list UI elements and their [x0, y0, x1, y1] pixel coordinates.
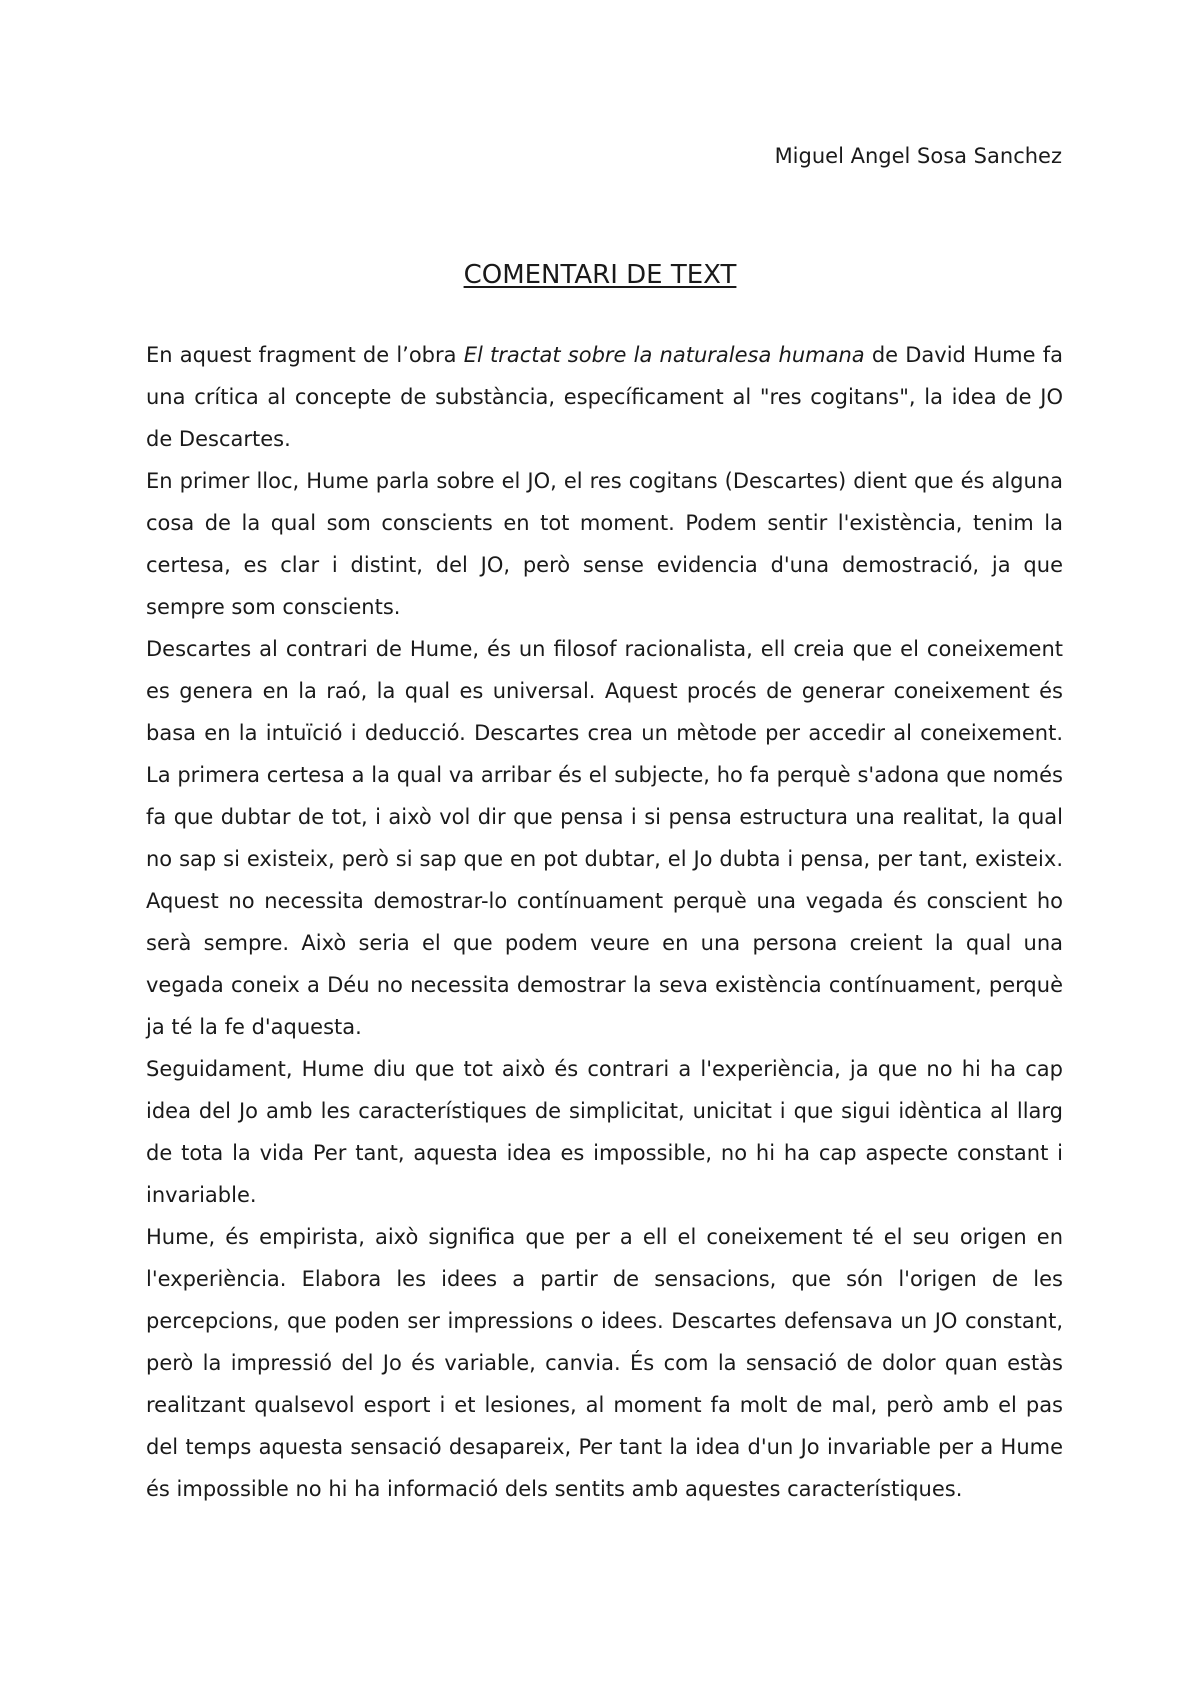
paragraph: En primer lloc, Hume parla sobre el JO, el res cogitans (Descartes) dient que és alguna cosa de la qual som conscients en tot moment. Podem sentir l'existència, tenim la certesa, es clar i distint, del JO, però sense evidencia d'una demostració, ja que sempre som conscients.	[146, 469, 1063, 619]
author-name: Miguel Angel Sosa Sanchez	[774, 144, 1062, 168]
paragraph-intro	[146, 334, 1063, 460]
intro-text-after: de David Hume fa una crítica al concepte de substància, específicament al "res cogitans", la idea de JO de Descartes.	[146, 343, 1063, 451]
document-body	[146, 334, 1063, 1510]
intro-text-before: En aquest fragment de l’obra	[146, 343, 464, 367]
paragraph: Seguidament, Hume diu que tot això és contrari a l'experiència, ja que no hi ha cap idea del Jo amb les característiques de simplicitat, unicitat i que sigui idèntica al llarg de tota la vida Per tant, aquesta idea es impossible, no hi ha cap aspecte constant i invariable.	[146, 1057, 1063, 1207]
paragraph: Hume, és empirista, això significa que per a ell el coneixement té el seu origen en l'experiència. Elabora les idees a partir de sensacions, que són l'origen de les percepcions, que poden ser impressions o idees. Descartes defensava un JO constant, però la impressió del Jo és variable, canvia. És com la sensació de dolor quan estàs realitzant qualsevol esport i et lesiones, al moment fa molt de mal, però amb el pas del temps aquesta sensació desapareix, Per tant la idea d'un Jo invariable per a Hume és impossible no hi ha informació dels sentits amb aquestes característiques.	[146, 1225, 1063, 1501]
paragraph: Descartes al contrari de Hume, és un filosof racionalista, ell creia que el coneixement es genera en la raó, la qual es universal. Aquest procés de generar coneixement és basa en la intuïció i deducció. Descartes crea un mètode per accedir al coneixement. La primera certesa a la qual va arribar és el subjecte, ho fa perquè s'adona que només fa que dubtar de tot, i això vol dir que pensa i si pensa estructura una realitat, la qual no sap si existeix, però si sap que en pot dubtar, el Jo dubta i pensa, per tant, existeix. Aquest no necessita demostrar-lo contínuament perquè una vegada és conscient ho serà sempre. Això seria el que podem veure en una persona creient la qual una vegada coneix a Déu no necessita demostrar la seva existència contínuament, perquè ja té la fe d'aquesta.	[146, 637, 1063, 1039]
document-title: COMENTARI DE TEXT	[463, 260, 737, 290]
book-title: El tractat sobre la naturalesa humana	[463, 343, 865, 367]
